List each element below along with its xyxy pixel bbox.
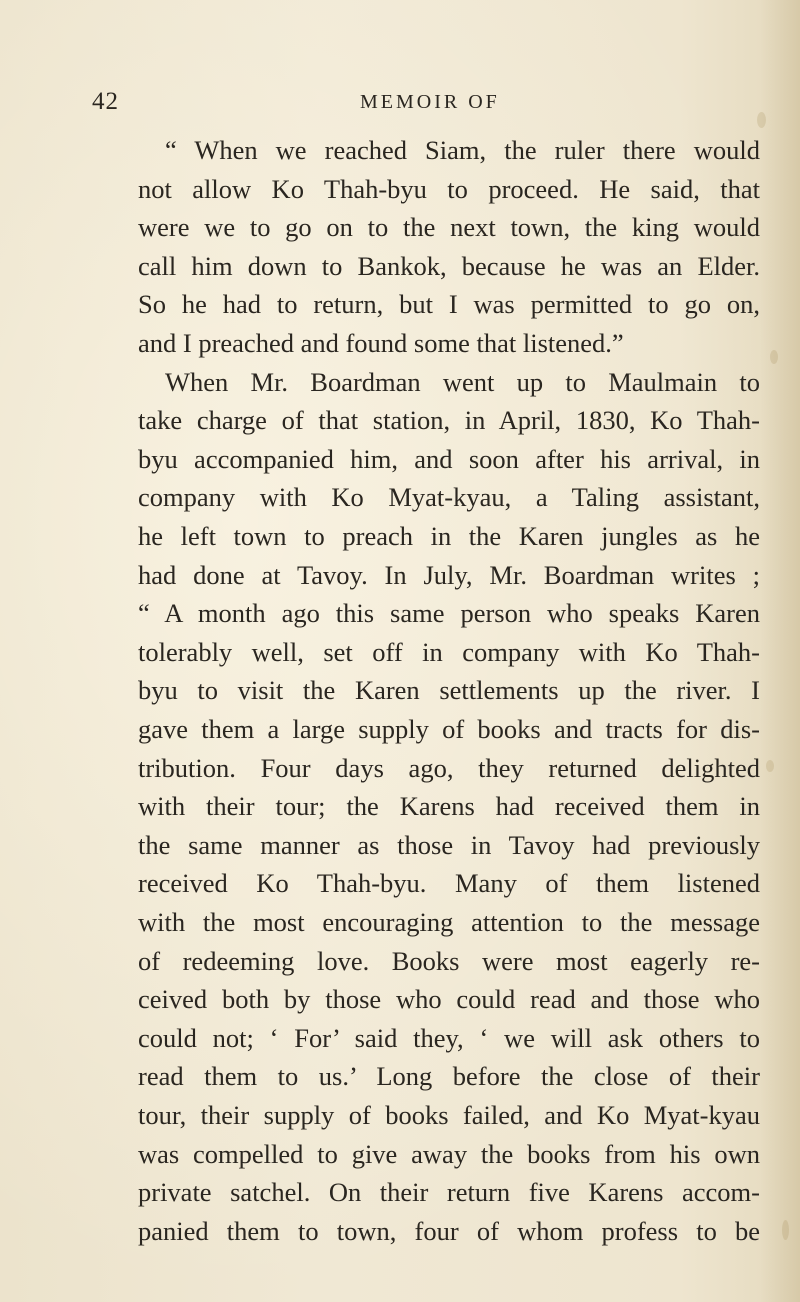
text-line: When Mr. Boardman went up to Maulmain to	[165, 367, 760, 397]
text-line: tolerably well, set off in company with Ko Thah-	[138, 637, 760, 667]
text-line: “ When we reached Siam, the ruler there would	[165, 135, 760, 165]
text-line: byu accompanied him, and soon after his arrival, in	[138, 444, 760, 474]
text-line: read them to us.’ Long before the close of their	[138, 1061, 760, 1091]
page-edge-shadow	[760, 0, 800, 1302]
text-line: were we to go on to the next town, the king would	[138, 212, 760, 242]
paper-stain	[782, 1220, 789, 1240]
page-header	[92, 88, 752, 120]
text-line: with their tour; the Karens had received them in	[138, 791, 760, 821]
text-line: received Ko Thah-byu. Many of them listened	[138, 868, 760, 898]
text-line: company with Ko Myat-kyau, a Taling assistant,	[138, 482, 760, 512]
text-line: panied them to town, four of whom profess to be	[138, 1216, 760, 1246]
paper-stain	[757, 112, 766, 128]
text-line: gave them a large supply of books and tracts for dis-	[138, 714, 760, 744]
text-line: not allow Ko Thah-byu to proceed. He said, that	[138, 174, 760, 204]
text-line: “ A month ago this same person who speaks Karen	[138, 598, 760, 628]
text-line: and I preached and found some that listened.”	[138, 328, 624, 358]
text-line: of redeeming love. Books were most eagerly re-	[138, 946, 760, 976]
paper-stain	[766, 760, 774, 772]
page-number: 42	[92, 88, 119, 115]
text-line: byu to visit the Karen settlements up the river. I	[138, 675, 760, 705]
text-line: could not; ‘ For’ said they, ‘ we will ask others to	[138, 1023, 760, 1053]
text-line: ceived both by those who could read and those who	[138, 984, 760, 1014]
text-line: private satchel. On their return five Karens accom-	[138, 1177, 760, 1207]
text-line: take charge of that station, in April, 1830, Ko Thah-	[138, 405, 760, 435]
text-line: call him down to Bankok, because he was an Elder.	[138, 251, 760, 281]
running-head: MEMOIR OF	[360, 91, 500, 113]
text-line: with the most encouraging attention to the message	[138, 907, 760, 937]
text-line: So he had to return, but I was permitted to go on,	[138, 289, 760, 319]
text-line: he left town to preach in the Karen jungles as he	[138, 521, 760, 551]
paper-stain	[770, 350, 778, 364]
text-line: was compelled to give away the books from his own	[138, 1139, 760, 1169]
text-line: the same manner as those in Tavoy had previously	[138, 830, 760, 860]
text-line: tour, their supply of books failed, and Ko Myat-kyau	[138, 1100, 760, 1130]
text-line: tribution. Four days ago, they returned delighted	[138, 753, 760, 783]
text-line: had done at Tavoy. In July, Mr. Boardman writes ;	[138, 560, 760, 590]
